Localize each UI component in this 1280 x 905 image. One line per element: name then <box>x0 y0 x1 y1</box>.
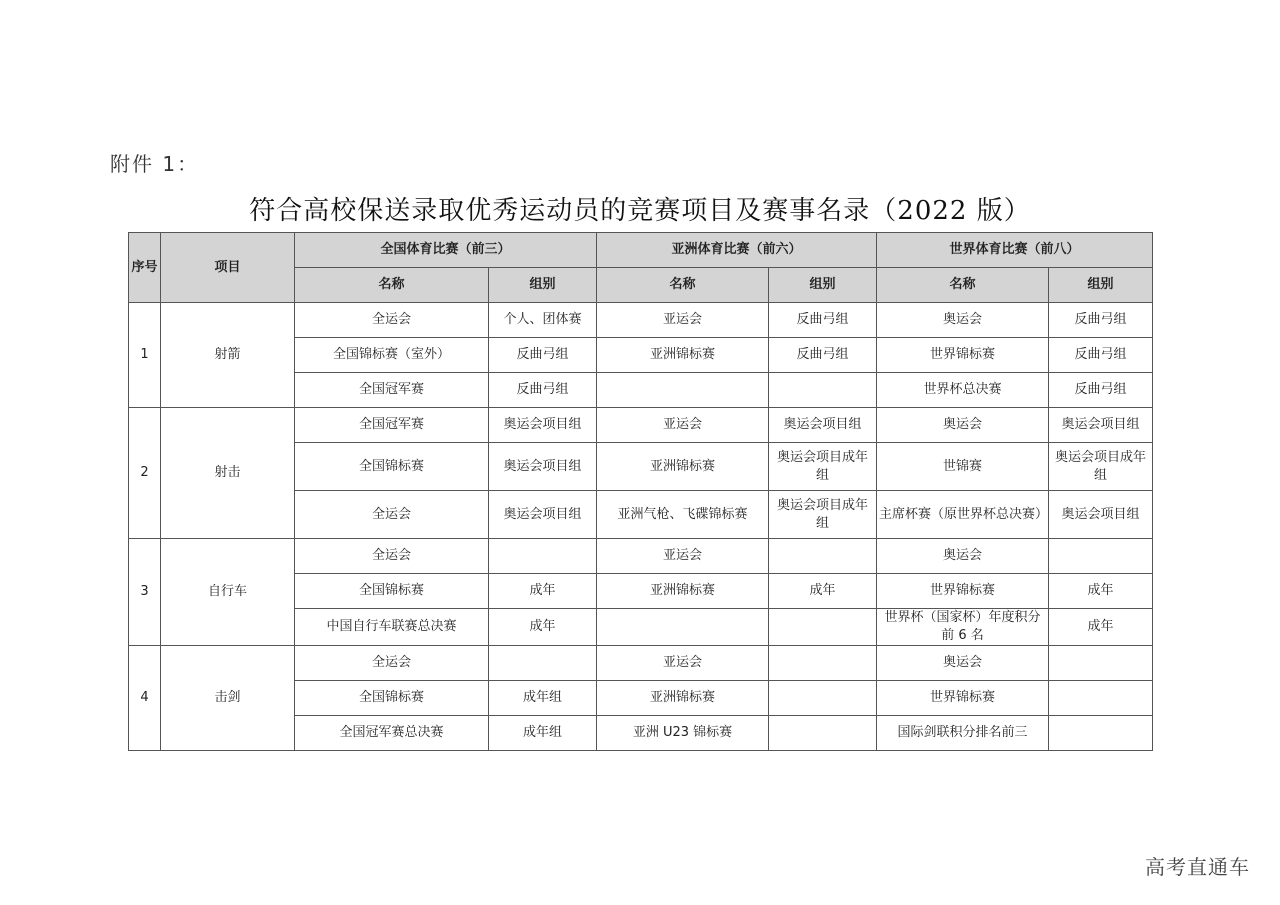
world-name-cell: 奥运会 <box>877 539 1049 574</box>
header-asian-group: 组别 <box>769 268 877 303</box>
world-name-cell: 奥运会 <box>877 303 1049 338</box>
nat-group-cell: 反曲弓组 <box>489 373 597 408</box>
nat-name-cell: 全运会 <box>295 539 489 574</box>
asia-group-cell <box>769 716 877 751</box>
asia-name-cell <box>597 373 769 408</box>
asia-group-cell <box>769 609 877 646</box>
nat-group-cell: 成年组 <box>489 716 597 751</box>
asia-group-cell: 成年 <box>769 574 877 609</box>
nat-group-cell: 成年 <box>489 574 597 609</box>
world-group-cell: 奥运会项目成年组 <box>1049 443 1153 491</box>
nat-group-cell: 个人、团体赛 <box>489 303 597 338</box>
asia-name-cell: 亚洲锦标赛 <box>597 338 769 373</box>
nat-name-cell: 全运会 <box>295 303 489 338</box>
nat-name-cell: 中国自行车联赛总决赛 <box>295 609 489 646</box>
nat-group-cell: 奥运会项目组 <box>489 443 597 491</box>
nat-group-cell <box>489 539 597 574</box>
world-group-cell: 反曲弓组 <box>1049 303 1153 338</box>
table-row <box>129 408 1153 443</box>
header-asian-name: 名称 <box>597 268 769 303</box>
world-name-cell: 奥运会 <box>877 408 1049 443</box>
header-national-group: 组别 <box>489 268 597 303</box>
asia-group-cell <box>769 646 877 681</box>
sport-seq: 4 <box>129 646 161 751</box>
header-national-name: 名称 <box>295 268 489 303</box>
sport-seq: 1 <box>129 303 161 408</box>
sport-seq: 2 <box>129 408 161 539</box>
world-name-cell: 世界杯总决赛 <box>877 373 1049 408</box>
table-row <box>129 646 1153 681</box>
asia-group-cell: 反曲弓组 <box>769 338 877 373</box>
world-group-cell: 反曲弓组 <box>1049 338 1153 373</box>
nat-group-cell: 成年组 <box>489 681 597 716</box>
asia-group-cell: 奥运会项目组 <box>769 408 877 443</box>
asia-name-cell: 亚洲气枪、飞碟锦标赛 <box>597 491 769 539</box>
world-group-cell <box>1049 539 1153 574</box>
sport-name: 射箭 <box>161 303 295 408</box>
world-group-cell <box>1049 716 1153 751</box>
asia-group-cell: 奥运会项目成年组 <box>769 443 877 491</box>
asia-group-cell <box>769 373 877 408</box>
sport-seq: 3 <box>129 539 161 646</box>
world-group-cell: 成年 <box>1049 609 1153 646</box>
asia-group-cell <box>769 681 877 716</box>
asia-name-cell: 亚运会 <box>597 646 769 681</box>
asia-name-cell <box>597 609 769 646</box>
nat-name-cell: 全国冠军赛总决赛 <box>295 716 489 751</box>
asia-name-cell: 亚运会 <box>597 408 769 443</box>
attachment-label: 附件 1： <box>110 152 200 176</box>
world-name-cell: 世界锦标赛 <box>877 338 1049 373</box>
nat-name-cell: 全国锦标赛 <box>295 681 489 716</box>
world-group-cell: 成年 <box>1049 574 1153 609</box>
header-world-name: 名称 <box>877 268 1049 303</box>
asia-name-cell: 亚洲锦标赛 <box>597 681 769 716</box>
asia-name-cell: 亚洲锦标赛 <box>597 443 769 491</box>
world-group-cell: 奥运会项目组 <box>1049 491 1153 539</box>
watermark: 高考直通车 <box>1145 855 1250 879</box>
world-name-cell: 世界锦标赛 <box>877 681 1049 716</box>
nat-group-cell: 奥运会项目组 <box>489 491 597 539</box>
header-national: 全国体育比赛（前三） <box>295 233 597 268</box>
world-group-cell <box>1049 681 1153 716</box>
header-seq: 序号 <box>129 233 161 303</box>
world-group-cell: 奥运会项目组 <box>1049 408 1153 443</box>
nat-name-cell: 全国锦标赛 <box>295 574 489 609</box>
world-name-cell: 世界锦标赛 <box>877 574 1049 609</box>
world-name-cell: 国际剑联积分排名前三 <box>877 716 1049 751</box>
nat-name-cell: 全运会 <box>295 491 489 539</box>
table-row <box>129 303 1153 338</box>
sport-name: 射击 <box>161 408 295 539</box>
competition-table <box>128 232 1153 751</box>
nat-name-cell: 全国冠军赛 <box>295 373 489 408</box>
nat-group-cell: 成年 <box>489 609 597 646</box>
nat-group-cell: 反曲弓组 <box>489 338 597 373</box>
table-row <box>129 539 1153 574</box>
world-group-cell <box>1049 646 1153 681</box>
nat-name-cell: 全国冠军赛 <box>295 408 489 443</box>
asia-name-cell: 亚运会 <box>597 303 769 338</box>
asia-name-cell: 亚洲 U23 锦标赛 <box>597 716 769 751</box>
asia-group-cell: 反曲弓组 <box>769 303 877 338</box>
world-name-cell: 世界杯（国家杯）年度积分前 6 名 <box>877 609 1049 646</box>
asia-name-cell: 亚运会 <box>597 539 769 574</box>
world-name-cell: 世锦赛 <box>877 443 1049 491</box>
asia-name-cell: 亚洲锦标赛 <box>597 574 769 609</box>
sport-name: 自行车 <box>161 539 295 646</box>
sport-name: 击剑 <box>161 646 295 751</box>
nat-group-cell: 奥运会项目组 <box>489 408 597 443</box>
header-world: 世界体育比赛（前八） <box>877 233 1153 268</box>
nat-group-cell <box>489 646 597 681</box>
world-name-cell: 主席杯赛（原世界杯总决赛） <box>877 491 1049 539</box>
header-world-group: 组别 <box>1049 268 1153 303</box>
asia-group-cell: 奥运会项目成年组 <box>769 491 877 539</box>
asia-group-cell <box>769 539 877 574</box>
nat-name-cell: 全国锦标赛（室外） <box>295 338 489 373</box>
nat-name-cell: 全国锦标赛 <box>295 443 489 491</box>
world-name-cell: 奥运会 <box>877 646 1049 681</box>
world-group-cell: 反曲弓组 <box>1049 373 1153 408</box>
header-project: 项目 <box>161 233 295 303</box>
nat-name-cell: 全运会 <box>295 646 489 681</box>
header-asian: 亚洲体育比赛（前六） <box>597 233 877 268</box>
page-title: 符合高校保送录取优秀运动员的竞赛项目及赛事名录（2022 版） <box>249 196 1031 226</box>
